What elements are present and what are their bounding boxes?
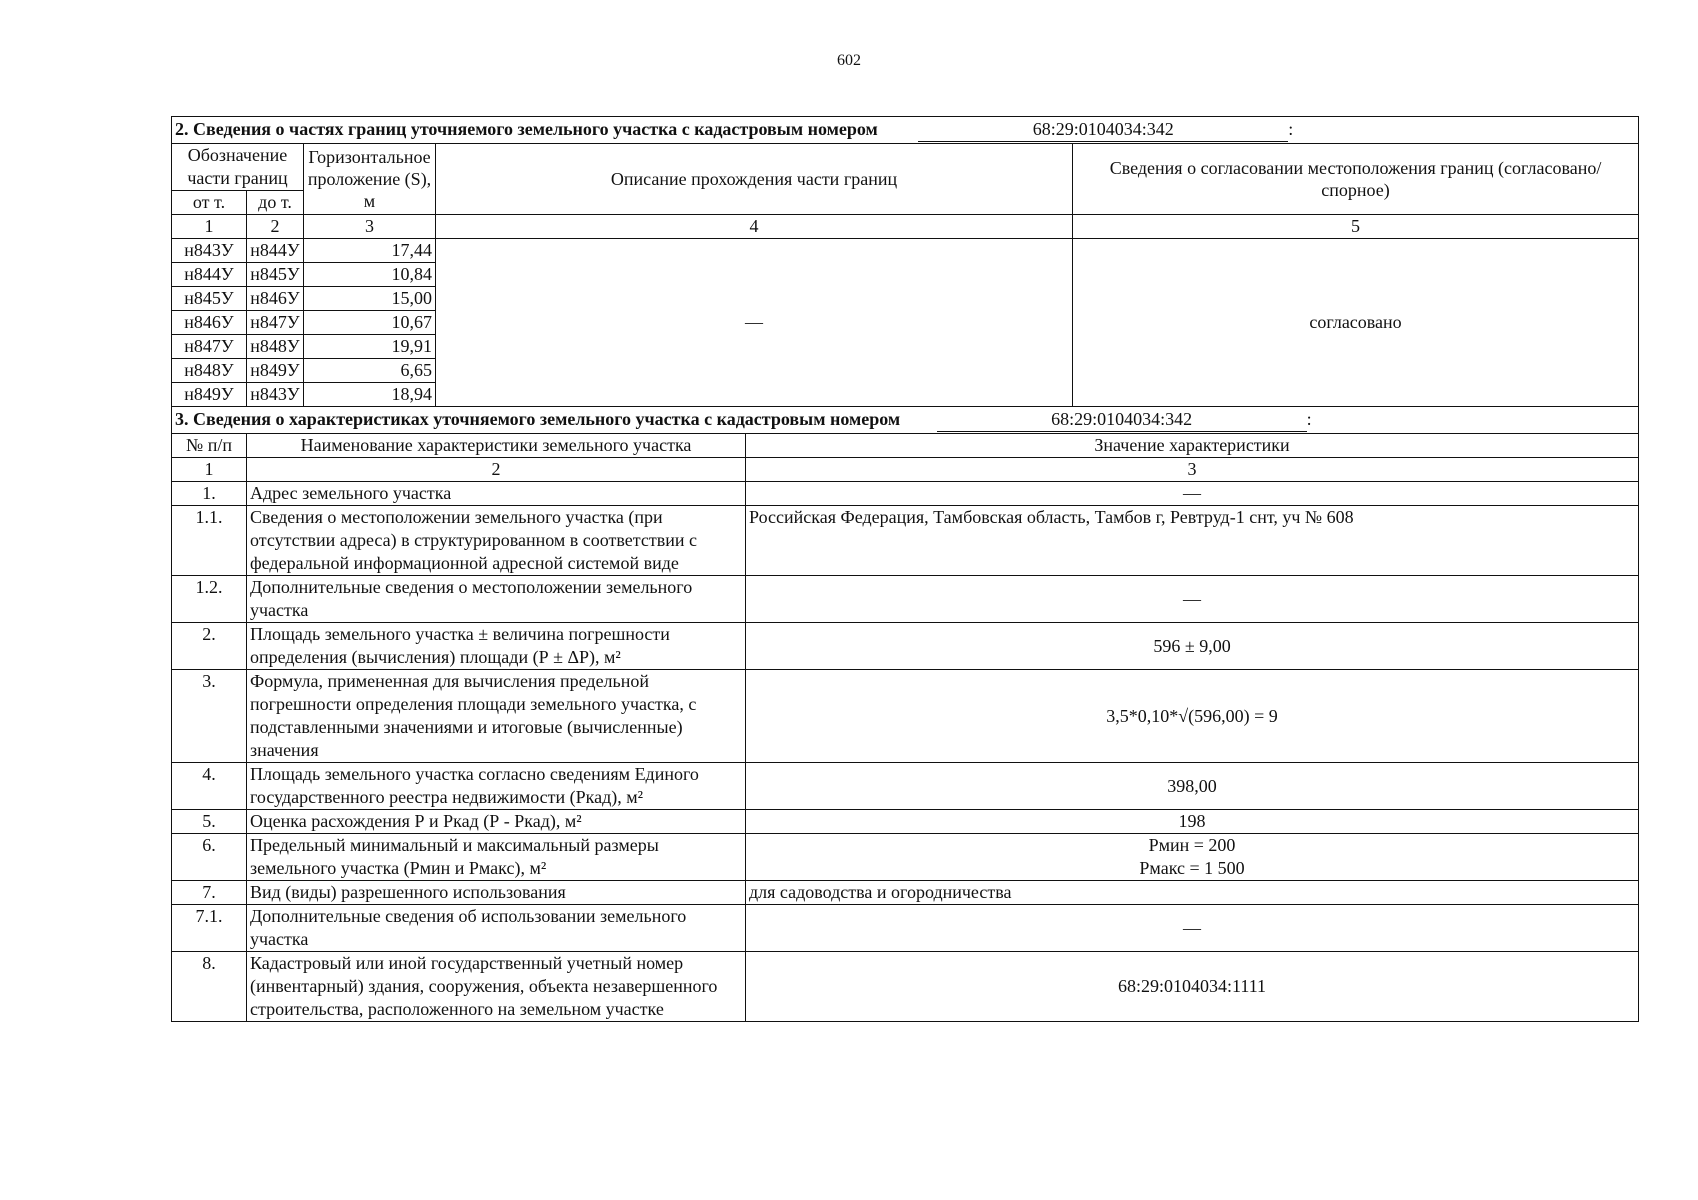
area-max: Рмакс = 1 500 — [1139, 858, 1245, 878]
horizontal-distance: 17,44 — [304, 239, 436, 263]
column-number: 1 — [172, 458, 247, 482]
point-to: н843У — [247, 383, 304, 407]
section2-title-row — [172, 117, 1639, 144]
header-from: от т. — [172, 191, 247, 215]
characteristic-value: для садоводства и огородничества — [746, 881, 1639, 905]
horizontal-distance: 10,67 — [304, 311, 436, 335]
characteristic-name: Оценка расхождения Р и Ркад (Р - Ркад), м² — [247, 810, 746, 834]
header-description: Описание прохождения части границ — [436, 144, 1073, 215]
table-row — [172, 506, 1639, 576]
point-to: н847У — [247, 311, 304, 335]
point-to: н844У — [247, 239, 304, 263]
header-agreement: Сведения о согласовании местоположения границ (согласовано/спорное) — [1073, 144, 1639, 215]
area-min: Рмин = 200 — [1148, 835, 1236, 855]
characteristic-name: Дополнительные сведения о местоположении земельного участка — [247, 576, 746, 623]
point-from: н848У — [172, 359, 247, 383]
row-number: 1.1. — [172, 506, 247, 576]
header-name: Наименование характеристики земельного участка — [247, 434, 746, 458]
column-number: 1 — [172, 215, 247, 239]
characteristic-value: Российская Федерация, Тамбовская область, Тамбов г, Ревтруд-1 снт, уч № 608 — [746, 506, 1639, 576]
row-number: 8. — [172, 952, 247, 1022]
characteristic-value: 3,5*0,10*√(596,00) = 9 — [746, 670, 1639, 763]
agreement-status: согласовано — [1073, 239, 1639, 407]
point-to: н846У — [247, 287, 304, 311]
column-number: 2 — [247, 458, 746, 482]
point-from: н846У — [172, 311, 247, 335]
point-to: н848У — [247, 335, 304, 359]
row-number: 1.2. — [172, 576, 247, 623]
table-row — [172, 763, 1639, 810]
table-row — [172, 623, 1639, 670]
section3-cadastral-number: 68:29:0104034:342 — [937, 408, 1307, 432]
section2-cadastral-number: 68:29:0104034:342 — [918, 118, 1288, 142]
row-number: 7.1. — [172, 905, 247, 952]
page-number: 602 — [837, 52, 861, 69]
characteristic-value: 596 ± 9,00 — [746, 623, 1639, 670]
horizontal-distance: 10,84 — [304, 263, 436, 287]
column-number: 3 — [304, 215, 436, 239]
characteristic-value: 398,00 — [746, 763, 1639, 810]
section2-title: 2. Сведения о частях границ уточняемого земельного участка с кадастровым номером 68:29:0104034:342 : — [172, 117, 1639, 144]
section2-column-numbers — [172, 215, 1639, 239]
point-from: н845У — [172, 287, 247, 311]
characteristic-value: — — [746, 576, 1639, 623]
boundary-document-table — [171, 116, 1639, 1022]
point-to: н849У — [247, 359, 304, 383]
characteristic-name: Дополнительные сведения об использовании земельного участка — [247, 905, 746, 952]
row-number: 5. — [172, 810, 247, 834]
table-row — [172, 834, 1639, 881]
table-row — [172, 239, 1639, 263]
column-number: 2 — [247, 215, 304, 239]
characteristic-name: Кадастровый или иной государственный учетный номер (инвентарный) здания, сооружения, объекта незавершенного строительства, расположенного на земельном участке — [247, 952, 746, 1022]
row-number: 4. — [172, 763, 247, 810]
table-row — [172, 952, 1639, 1022]
horizontal-distance: 19,91 — [304, 335, 436, 359]
section3-column-numbers — [172, 458, 1639, 482]
column-number: 5 — [1073, 215, 1639, 239]
section3-header-row — [172, 434, 1639, 458]
point-from: н849У — [172, 383, 247, 407]
characteristic-value: 68:29:0104034:1111 — [746, 952, 1639, 1022]
table-row — [172, 881, 1639, 905]
point-to: н845У — [247, 263, 304, 287]
header-to: до т. — [247, 191, 304, 215]
table-row — [172, 905, 1639, 952]
row-number: 2. — [172, 623, 247, 670]
horizontal-distance: 6,65 — [304, 359, 436, 383]
column-number: 4 — [436, 215, 1073, 239]
row-number: 3. — [172, 670, 247, 763]
point-from: н843У — [172, 239, 247, 263]
characteristic-name: Предельный минимальный и максимальный размеры земельного участка (Рмин и Рмакс), м² — [247, 834, 746, 881]
column-number: 3 — [746, 458, 1639, 482]
characteristic-value: — — [746, 905, 1639, 952]
characteristic-name: Сведения о местоположении земельного участка (при отсутствии адреса) в структурированном в соответствии с федеральной информационной адресной системой виде — [247, 506, 746, 576]
header-part-designation: Обозначение части границ — [172, 144, 304, 191]
boundary-description: — — [436, 239, 1073, 407]
table-row — [172, 670, 1639, 763]
table-row — [172, 810, 1639, 834]
characteristic-name: Адрес земельного участка — [247, 482, 746, 506]
point-from: н847У — [172, 335, 247, 359]
header-value: Значение характеристики — [746, 434, 1639, 458]
characteristic-value: 198 — [746, 810, 1639, 834]
characteristic-value: — — [746, 482, 1639, 506]
section2-header-row-1 — [172, 144, 1639, 191]
characteristic-name: Вид (виды) разрешенного использования — [247, 881, 746, 905]
section3-title: 3. Сведения о характеристиках уточняемого земельного участка с кадастровым номером 68:29:0104034:342 : — [172, 407, 1639, 434]
characteristic-name: Площадь земельного участка согласно сведениям Единого государственного реестра недвижимости (Ркад), м² — [247, 763, 746, 810]
section3-title-row — [172, 407, 1639, 434]
horizontal-distance: 18,94 — [304, 383, 436, 407]
row-number: 1. — [172, 482, 247, 506]
header-no: № п/п — [172, 434, 247, 458]
table-row — [172, 482, 1639, 506]
point-from: н844У — [172, 263, 247, 287]
table-row — [172, 576, 1639, 623]
row-number: 6. — [172, 834, 247, 881]
horizontal-distance: 15,00 — [304, 287, 436, 311]
header-horizontal: Горизонтальное проложение (S), м — [304, 144, 436, 215]
characteristic-value — [746, 834, 1639, 881]
characteristic-name: Площадь земельного участка ± величина погрешности определения (вычисления) площади (Р ± ΔР), м² — [247, 623, 746, 670]
row-number: 7. — [172, 881, 247, 905]
characteristic-name: Формула, примененная для вычисления предельной погрешности определения площади земельного участка, с подставленными значениями и итоговые (вычисленные) значения — [247, 670, 746, 763]
